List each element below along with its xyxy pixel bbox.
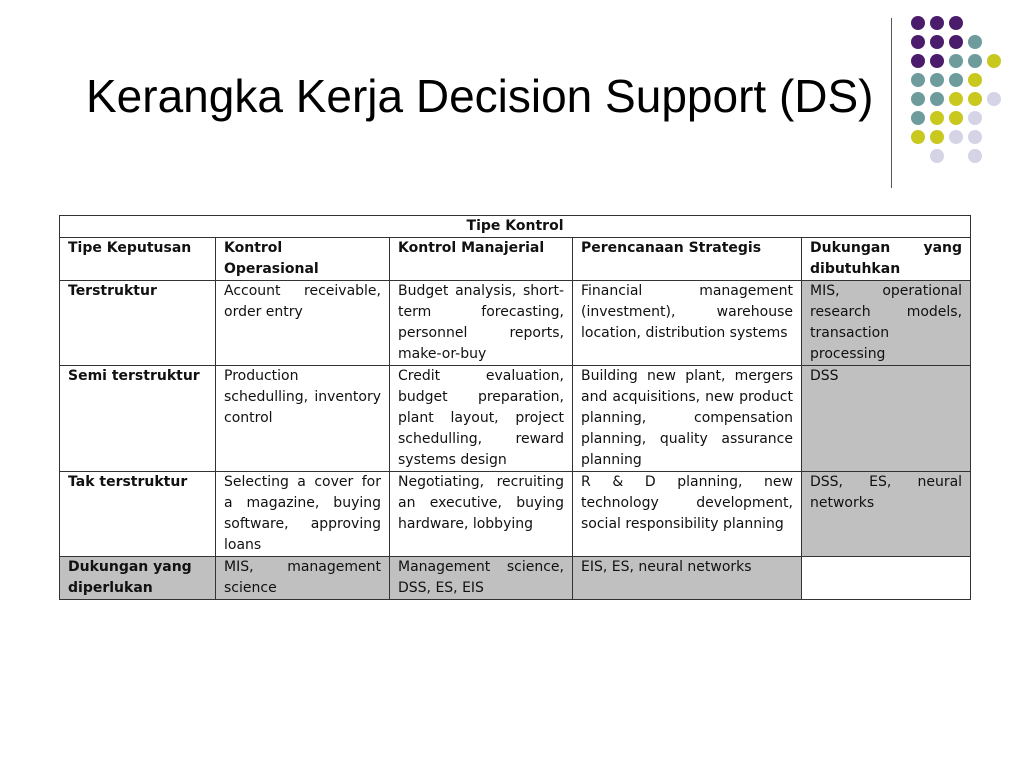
table-row (60, 472, 971, 557)
row-label: Dukungan yang diperlukan (60, 557, 216, 600)
decorative-dot (968, 54, 982, 68)
decorative-dot (968, 35, 982, 49)
decorative-dot (930, 73, 944, 87)
decorative-dot (930, 16, 944, 30)
decorative-dot (911, 35, 925, 49)
table-cell: Credit evaluation, budget preparation, plant layout, project schedulling, reward systems design (390, 366, 573, 472)
column-header-kontrol-manajerial: Kontrol Manajerial (390, 238, 573, 281)
decorative-dot (930, 54, 944, 68)
decorative-dot (968, 73, 982, 87)
decorative-dot (911, 130, 925, 144)
decorative-dot (949, 54, 963, 68)
decorative-dot (930, 111, 944, 125)
decorative-dot (949, 130, 963, 144)
table-row (60, 366, 971, 472)
decorative-dot (949, 35, 963, 49)
decorative-dot (949, 16, 963, 30)
column-header-tipe-keputusan: Tipe Keputusan (60, 238, 216, 281)
decorative-dot (987, 54, 1001, 68)
decorative-dot (968, 149, 982, 163)
decorative-dot (968, 130, 982, 144)
row-label: Semi terstruktur (60, 366, 216, 472)
table-cell: R & D planning, new technology development, social responsibility planning (573, 472, 802, 557)
table-cell: Management science, DSS, ES, EIS (390, 557, 573, 600)
column-header-row (60, 238, 971, 281)
table-cell: MIS, management science (216, 557, 390, 600)
table-header-row (60, 216, 971, 238)
table-cell: DSS, ES, neural networks (802, 472, 971, 557)
table-cell: DSS (802, 366, 971, 472)
table-row (60, 281, 971, 366)
decorative-dot (968, 92, 982, 106)
decorative-dot (987, 92, 1001, 106)
decorative-dot (911, 16, 925, 30)
span-header-cell: Tipe Kontrol (60, 216, 971, 238)
column-header-dukungan: Dukungan yang dibutuhkan (802, 238, 971, 281)
decorative-dot (911, 92, 925, 106)
decorative-dot (911, 73, 925, 87)
decorative-dot (949, 73, 963, 87)
table-cell: MIS, operational research models, transaction processing (802, 281, 971, 366)
decision-support-framework-table (59, 215, 971, 600)
table-cell: EIS, ES, neural networks (573, 557, 802, 600)
table-cell: Negotiating, recruiting an executive, buying hardware, lobbying (390, 472, 573, 557)
decorative-dot (930, 130, 944, 144)
decorative-dot (911, 54, 925, 68)
table-cell: Selecting a cover for a magazine, buying software, approving loans (216, 472, 390, 557)
table-cell: Budget analysis, short-term forecasting, personnel reports, make-or-buy (390, 281, 573, 366)
table-cell: Production schedulling, inventory control (216, 366, 390, 472)
slide-title: Kerangka Kerja Decision Support (DS) (86, 70, 874, 122)
table-cell: Account receivable, order entry (216, 281, 390, 366)
row-label: Terstruktur (60, 281, 216, 366)
title-divider-line (891, 18, 892, 188)
table-cell: Building new plant, mergers and acquisitions, new product planning, compensation planning, quality assurance planning (573, 366, 802, 472)
decorative-dot (930, 92, 944, 106)
decorative-dot (911, 111, 925, 125)
decorative-dot (968, 111, 982, 125)
table-cell: Financial management (investment), warehouse location, distribution systems (573, 281, 802, 366)
column-header-kontrol-operasional: Kontrol Operasional (216, 238, 390, 281)
decorative-dot (949, 111, 963, 125)
table-cell (802, 557, 971, 600)
decorative-dot (930, 35, 944, 49)
column-header-perencanaan-strategis: Perencanaan Strategis (573, 238, 802, 281)
row-label: Tak terstruktur (60, 472, 216, 557)
decorative-dot (930, 149, 944, 163)
decorative-dot (949, 92, 963, 106)
table-row (60, 557, 971, 600)
